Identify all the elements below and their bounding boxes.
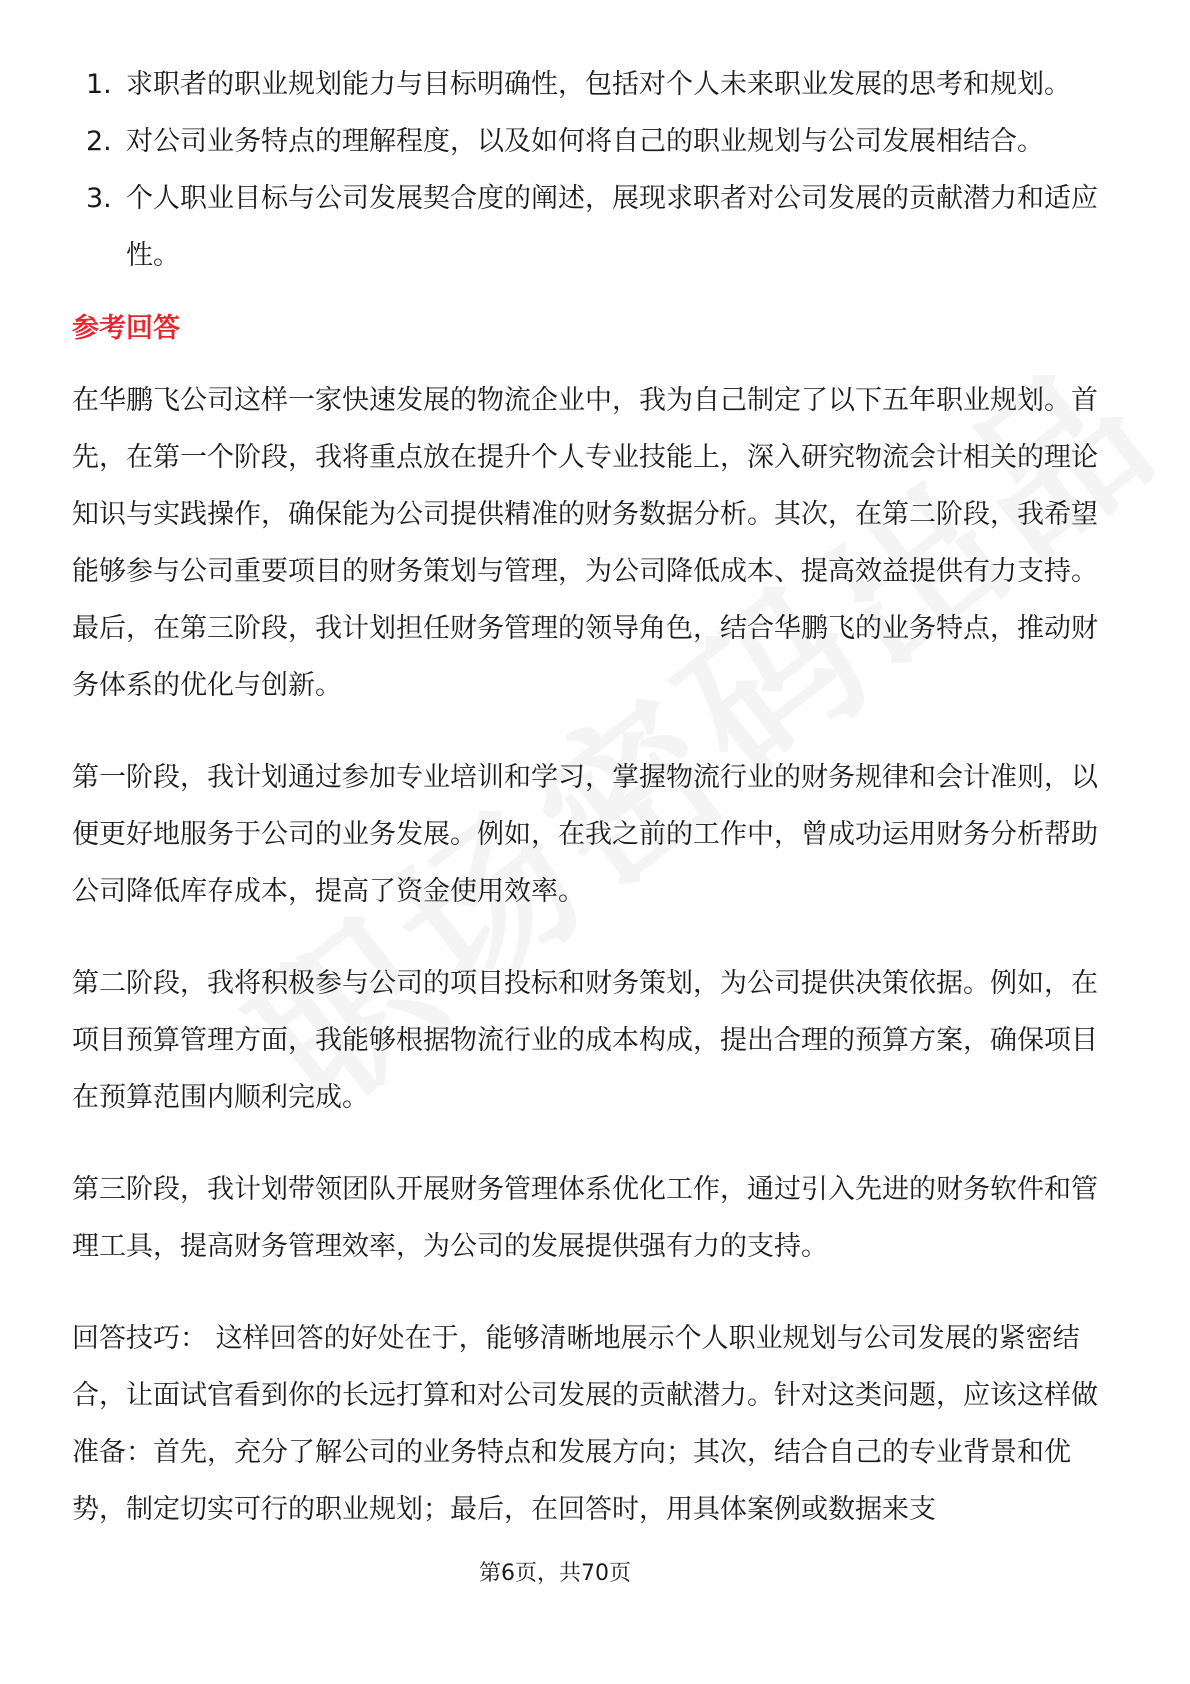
list-item-text: 求职者的职业规划能力与目标明确性，包括对个人未来职业发展的思考和规划。 — [126, 69, 1071, 100]
evaluation-points-list — [72, 56, 1122, 284]
section-title: 参考回答 — [72, 313, 180, 344]
paragraph: 第三阶段，我计划带领团队开展财务管理体系优化工作，通过引入先进的财务软件和管理工具，提高财务管理效率，为公司的发展提供强有力的支持。 — [72, 1174, 1098, 1262]
list-item — [72, 170, 1122, 284]
paragraph: 在华鹏飞公司这样一家快速发展的物流企业中，我为自己制定了以下五年职业规划。首先，在第一个阶段，我将重点放在提升个人专业技能上，深入研究物流会计相关的理论知识与实践操作，确保能为公司提供精准的财务数据分析。其次，在第二阶段，我希望能够参与公司重要项目的财务策划与管理，为公司降低成本、提高效益提供有力支持。最后，在第三阶段，我计划担任财务管理的领导角色，结合华鹏飞的业务特点，推动财务体系的优化与创新。 — [72, 385, 1098, 701]
list-item-text: 个人职业目标与公司发展契合度的阐述，展现求职者对公司发展的贡献潜力和适应性。 — [126, 183, 1098, 271]
list-item — [72, 113, 1122, 170]
paragraph: 第二阶段，我将积极参与公司的项目投标和财务策划，为公司提供决策依据。例如，在项目预算管理方面，我能够根据物流行业的成本构成，提出合理的预算方案，确保项目在预算范围内顺利完成。 — [72, 968, 1098, 1113]
list-number: 3. — [86, 183, 112, 214]
list-number: 2. — [86, 126, 112, 157]
document-body — [72, 56, 1122, 1538]
answer-tips-paragraph: 回答技巧： 这样回答的好处在于，能够清晰地展示个人职业规划与公司发展的紧密结合，让面试官看到你的长远打算和对公司发展的贡献潜力。针对这类问题，应该这样做准备：首先，充分了解公司的业务特点和发展方向；其次，结合自己的专业背景和优势，制定切实可行的职业规划；最后，在回答时，用具体案例或数据来支 — [72, 1323, 1098, 1525]
list-item — [72, 56, 1122, 113]
paragraph: 第一阶段，我计划通过参加专业培训和学习，掌握物流行业的财务规律和会计准则，以便更好地服务于公司的业务发展。例如，在我之前的工作中，曾成功运用财务分析帮助公司降低库存成本，提高了资金使用效率。 — [72, 762, 1098, 907]
list-item-text: 对公司业务特点的理解程度，以及如何将自己的职业规划与公司发展相结合。 — [126, 126, 1044, 157]
list-number: 1. — [86, 69, 112, 100]
page-number: 第6页，共70页 — [479, 1561, 631, 1586]
